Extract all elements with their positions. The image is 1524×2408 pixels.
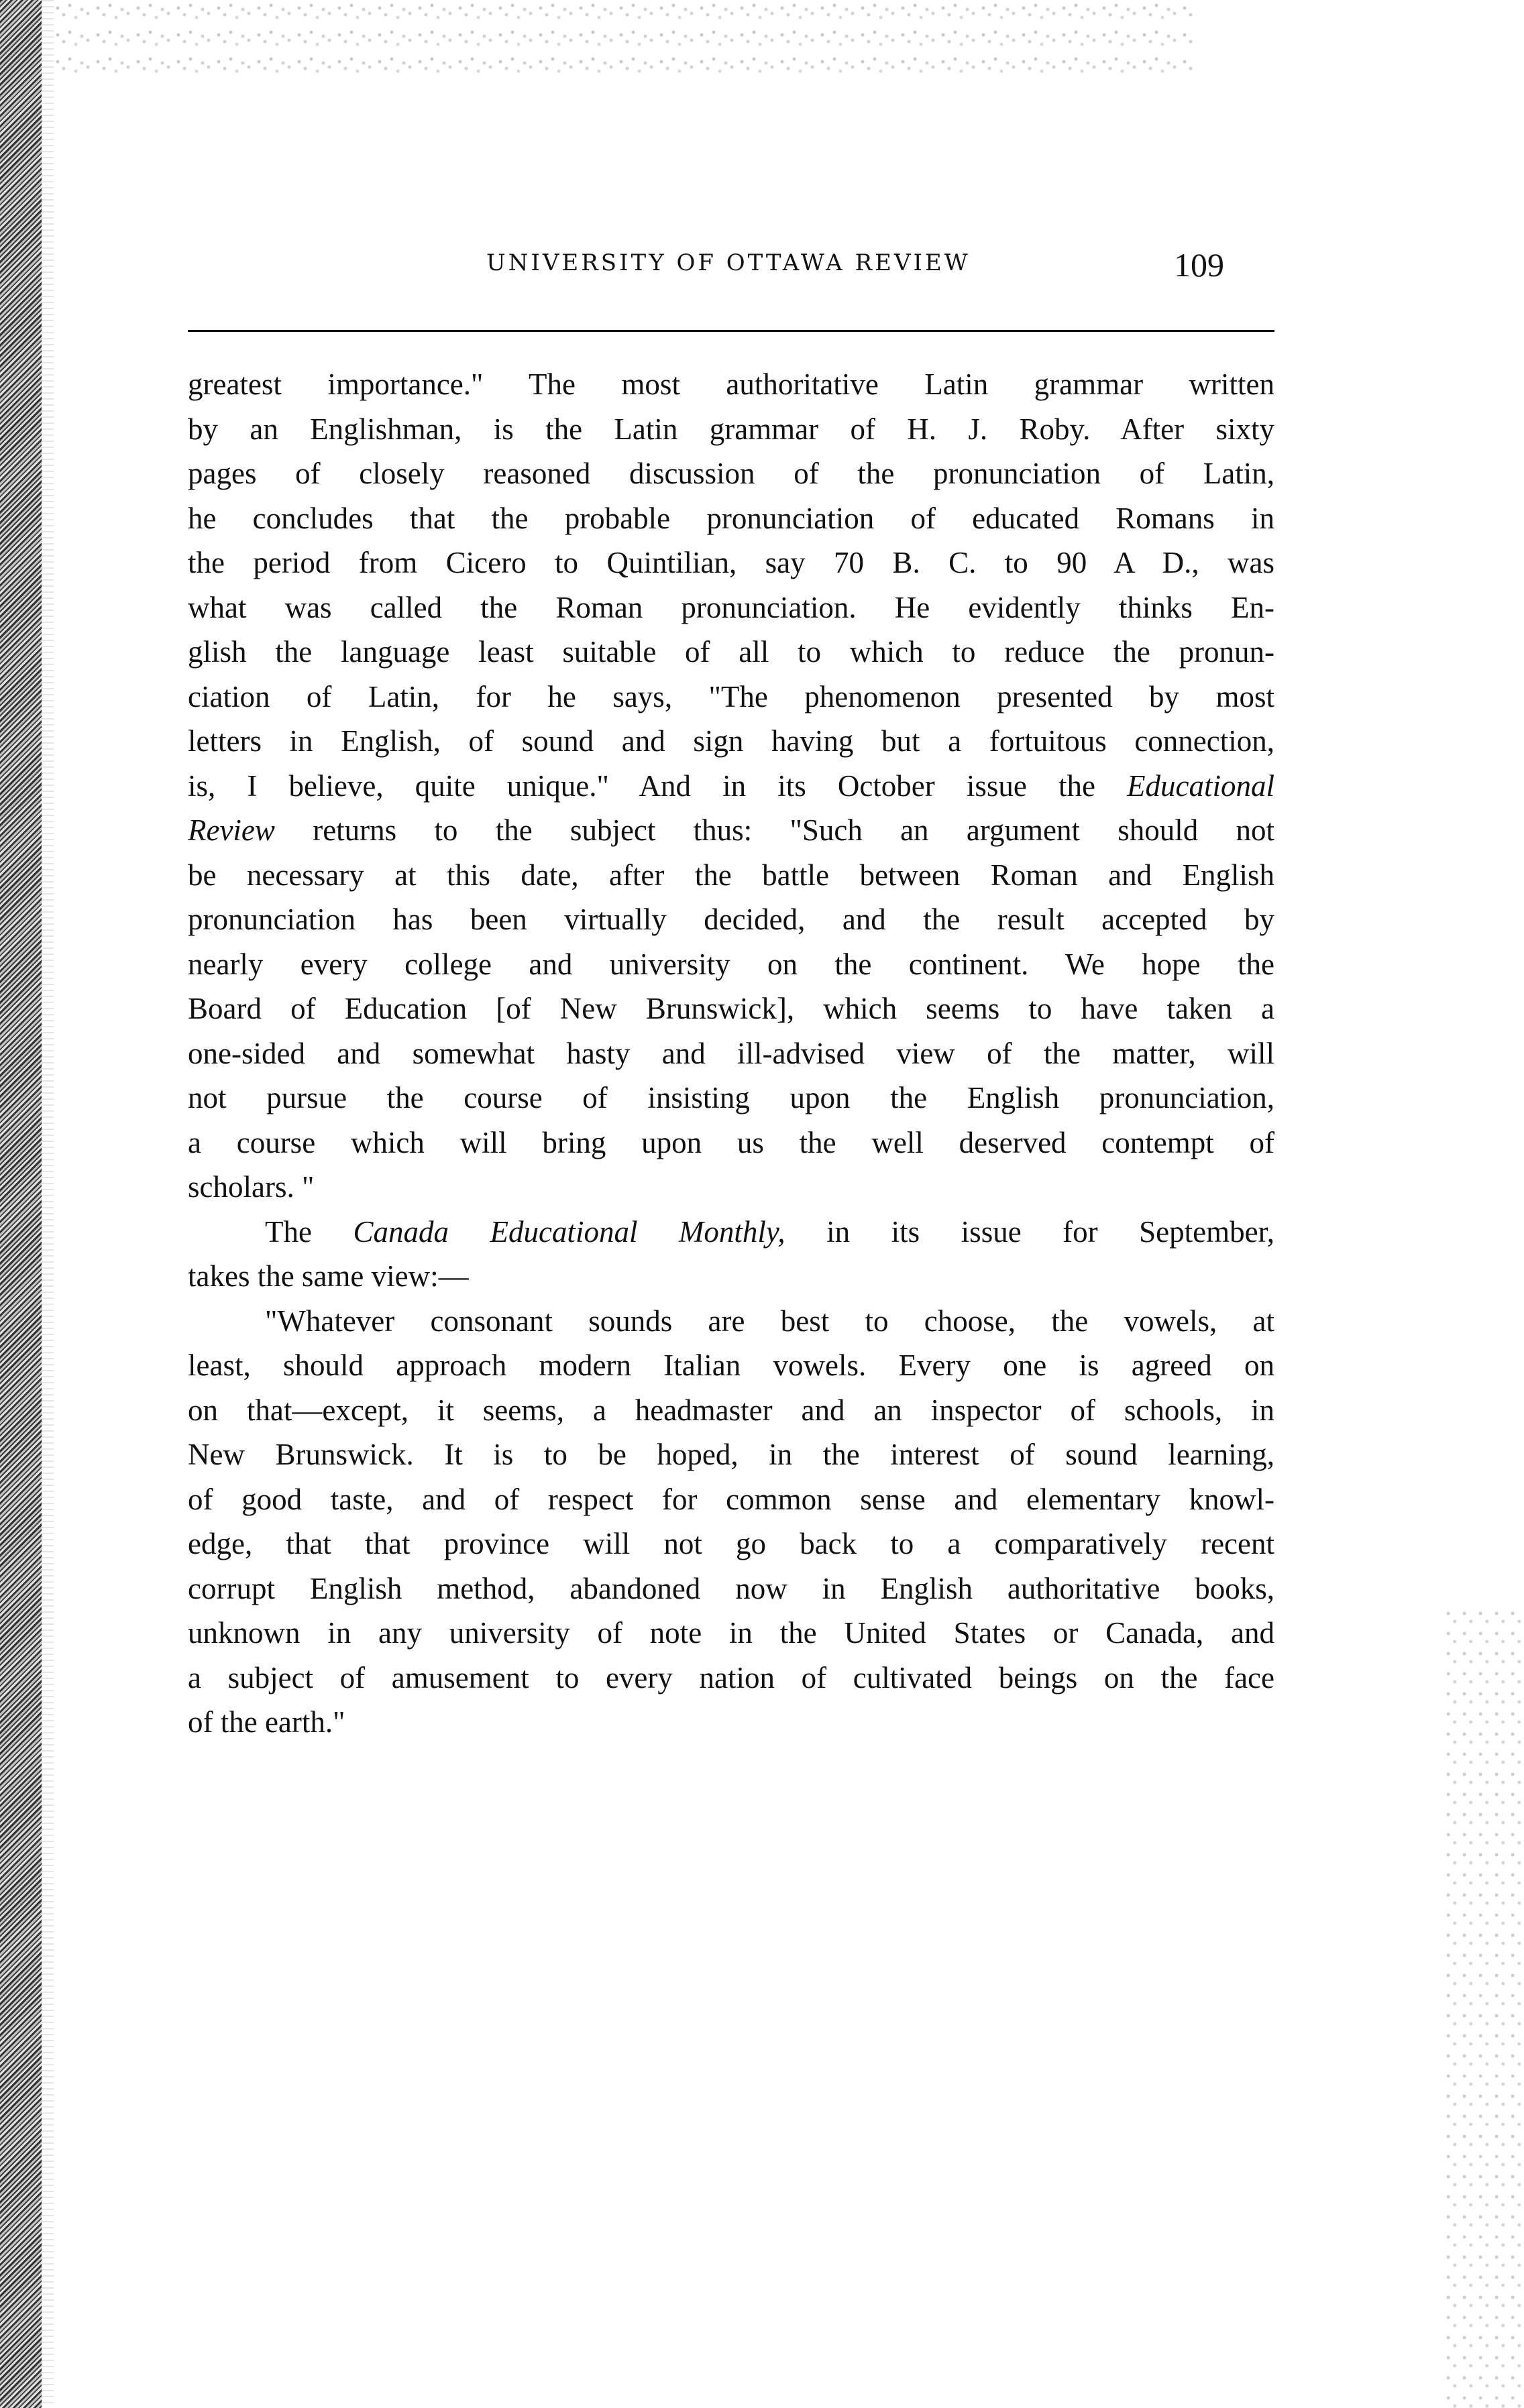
text-line: "Whatever consonant sounds are best to choose, the vowels, at: [265, 1304, 1274, 1338]
text-line: scholars. ": [188, 1170, 315, 1204]
italic-title: Educational: [1127, 768, 1274, 803]
text-line: least, should approach modern Italian vowels. Every one is agreed on: [188, 1349, 1274, 1382]
text-line: the period from Cicero to Quintilian, say 70 B. C. to 90 A D., was: [188, 546, 1274, 579]
text-line: letters in English, of sound and sign having but a fortuitous connection,: [188, 724, 1274, 758]
text-line: edge, that that province will not go back to a comparatively recent: [188, 1527, 1274, 1560]
scan-noise-right: [1444, 1609, 1524, 2408]
text-line: ciation of Latin, for he says, "The phenomenon presented by most: [188, 679, 1274, 713]
page-header: [188, 246, 1274, 290]
text-line: New Brunswick. It is to be hoped, in the interest of sound learning,: [188, 1438, 1274, 1471]
text-line: a course which will bring upon us the well deserved contempt of: [188, 1125, 1274, 1159]
body-text: [188, 362, 1274, 1745]
text-line: a subject of amusement to every nation of cultivated beings on the face: [188, 1660, 1274, 1695]
text-segment: The: [265, 1214, 312, 1249]
text-line-with-italic: [188, 1210, 1274, 1255]
text-segment: is, I believe, quite unique." And in its October issue the: [188, 768, 1095, 803]
text-line: pronunciation has been virtually decided, and the result accepted by: [188, 903, 1274, 936]
text-line: takes the same view:—: [188, 1259, 469, 1293]
text-line: on that—except, it seems, a headmaster and an inspector of schools, in: [188, 1393, 1274, 1427]
text-line: what was called the Roman pronunciation. He evidently thinks En-: [188, 590, 1274, 624]
text-line: corrupt English method, abandoned now in English authoritative books,: [188, 1571, 1274, 1605]
text-line: unknown in any university of note in the United States or Canada, and: [188, 1616, 1274, 1650]
text-line: one-sided and somewhat hasty and ill-advised view of the matter, will: [188, 1036, 1274, 1070]
binding-edge-scan-artifact: [0, 0, 42, 2408]
running-head: UNIVERSITY OF OTTAWA REVIEW: [486, 249, 971, 276]
text-line: be necessary at this date, after the battle between Roman and English: [188, 858, 1274, 892]
text-line: of good taste, and of respect for common sense and elementary knowl-: [188, 1482, 1274, 1516]
text-line: not pursue the course of insisting upon the English pronunciation,: [188, 1081, 1274, 1114]
header-rule: [188, 330, 1274, 332]
text-line-with-italic: [188, 764, 1274, 809]
text-segment: returns to the subject thus: "Such an argument should not: [313, 813, 1274, 847]
text-line-with-italic: [188, 808, 1274, 853]
text-line: by an Englishman, is the Latin grammar of H. J. Roby. After sixty: [188, 412, 1274, 446]
text-line: of the earth.": [188, 1705, 345, 1739]
text-segment: in its issue for September,: [826, 1214, 1274, 1249]
scan-noise-top: [54, 0, 1194, 80]
text-line: Board of Education [of New Brunswick], which seems to have taken a: [188, 992, 1274, 1025]
italic-title: Review: [188, 813, 275, 847]
text-line: glish the language least suitable of all to which to reduce the pronun-: [188, 635, 1274, 669]
text-line: he concludes that the probable pronunciation of educated Romans in: [188, 501, 1274, 535]
text-line: pages of closely reasoned discussion of the pronunciation of Latin,: [188, 457, 1274, 490]
page-number: 109: [1174, 246, 1224, 284]
text-line: nearly every college and university on the continent. We hope the: [188, 947, 1274, 981]
text-line: greatest importance." The most authoritative Latin grammar written: [188, 367, 1274, 401]
italic-title: Canada Educational Monthly,: [353, 1214, 785, 1249]
